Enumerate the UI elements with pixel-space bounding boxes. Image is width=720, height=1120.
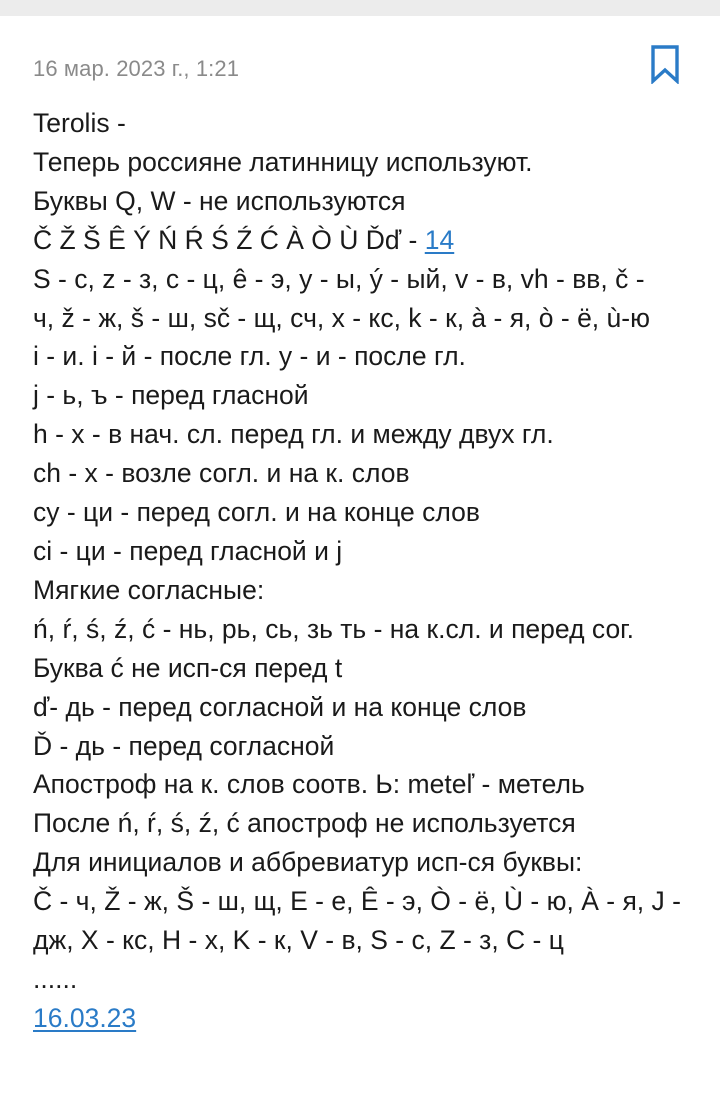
count-link[interactable]: 14 — [424, 224, 455, 255]
rule-line: ci - ци - перед гласной и j — [33, 535, 343, 566]
rule-line: ch - х - возле согл. и на к. слов — [33, 458, 410, 489]
rule-line: Ď - дь - перед согласной — [33, 730, 335, 761]
rule-line: ń, ŕ, ś, ź, ć - нь, рь, сь, зь ть - на к.сл. и перед сог. — [33, 613, 634, 644]
post-line: Буквы Q, W - не используются — [33, 185, 406, 216]
rule-line: h - х - в нач. сл. перед гл. и между двух гл. — [33, 419, 554, 450]
rule-line: j - ь, ъ - перед гласной — [33, 380, 309, 411]
rule-line: Для инициалов и аббревиатур исп-ся буквы: — [33, 847, 583, 878]
post-line: Terolis - — [33, 108, 126, 138]
rule-line: Буква ć не исп-ся перед t — [33, 652, 343, 683]
rule-line: i - и. i - й - после гл. y - и - после гл. — [33, 341, 466, 372]
post-body — [33, 104, 713, 1038]
rule-line: ...... — [33, 963, 78, 994]
rule-line: ď- дь - перед согласной и на конце слов — [33, 691, 527, 722]
letters-line — [33, 221, 713, 260]
post-date: 16 мар. 2023 г., 1:21 — [33, 56, 240, 81]
rule-line: Апостроф на к. слов соотв. Ь: meteľ - метель — [33, 769, 585, 800]
date-link[interactable]: 16.03.23 — [33, 1002, 137, 1033]
rule-line: дж, X - кс, H - х, K - к, V - в, S - с, Z - з, C - ц — [33, 925, 564, 956]
bookmark-icon[interactable] — [648, 44, 682, 84]
rule-line: Č - ч, Ž - ж, Š - ш, щ, E - е, Ê - э, Ò - ё, Ù - ю, À - я, J - — [33, 886, 681, 917]
letters-text: Č Ž Š Ê Ý Ń Ŕ Ś Ź Ć À Ò Ù Ďď - — [33, 224, 425, 255]
rule-line: S - с, z - з, c - ц, ê - э, y - ы, ý - ый, v - в, vh - вв, č - — [33, 263, 645, 294]
rule-line: Мягкие согласные: — [33, 574, 265, 605]
rule-line: После ń, ŕ, ś, ź, ć апостроф не используется — [33, 808, 576, 839]
post-line: Теперь россияне латинницу используют. — [33, 146, 533, 177]
rule-line: cy - ци - перед согл. и на конце слов — [33, 497, 480, 528]
footer-line — [33, 999, 713, 1038]
post-card — [0, 16, 720, 1120]
rule-line: ч, ž - ж, š - ш, sč - щ, сч, x - кс, k - к, à - я, ò - ё, ù-ю — [33, 302, 650, 333]
